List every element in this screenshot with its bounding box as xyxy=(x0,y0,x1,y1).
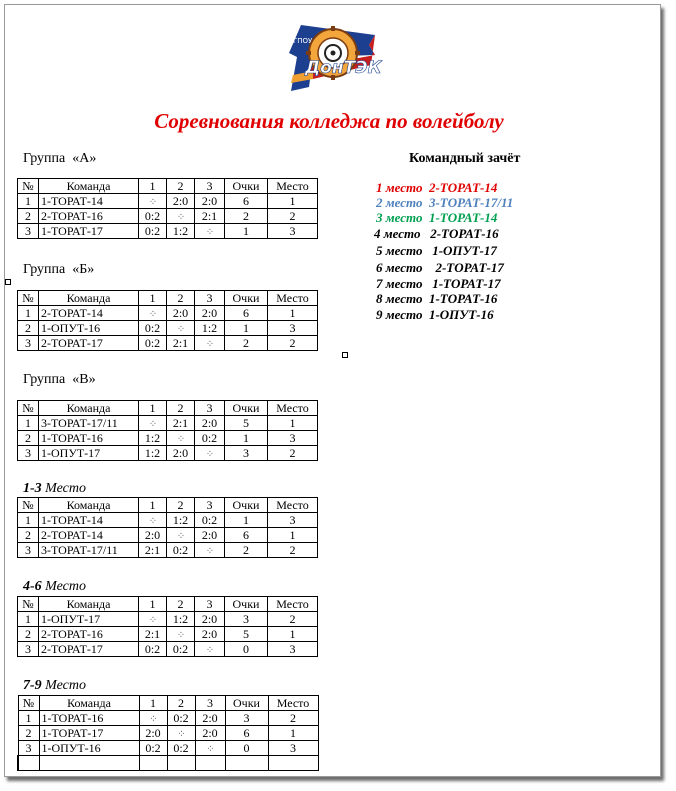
header-cell: 2 xyxy=(167,498,195,513)
logo-arc-text: ГПОУ xyxy=(293,37,313,45)
diagonal-blank-icon: ⁘ xyxy=(148,308,157,320)
playoff-table xyxy=(17,695,319,771)
self-match-cell xyxy=(195,224,225,239)
table-cell: 1 xyxy=(268,416,318,431)
table-row xyxy=(18,627,318,642)
team-cell xyxy=(39,756,139,771)
table-cell xyxy=(139,756,167,771)
standings-item: 1 место 2-ТОРАТ-14 xyxy=(376,180,498,195)
table-cell: 1:2 xyxy=(139,431,167,446)
team-cell: 2-ТОРАТ-14 xyxy=(39,306,139,321)
team-cell: 2-ТОРАТ-16 xyxy=(39,209,139,224)
self-match-cell xyxy=(139,194,167,209)
diagonal-blank-icon: ⁘ xyxy=(176,323,185,335)
table-cell: 2:0 xyxy=(195,612,225,627)
table-cell: 3 xyxy=(225,711,268,726)
table-cell: 1 xyxy=(18,612,39,627)
table-cell: 1 xyxy=(225,513,268,528)
header-cell: № xyxy=(18,498,39,513)
group-label xyxy=(23,372,96,388)
table-cell: 0:2 xyxy=(139,336,167,351)
table-cell: 1:2 xyxy=(167,513,195,528)
diagonal-blank-icon: ⁘ xyxy=(205,448,214,460)
playoff-label xyxy=(23,579,86,595)
header-cell: Команда xyxy=(39,597,139,612)
header-cell: 2 xyxy=(167,597,195,612)
table-cell: 2:1 xyxy=(139,543,167,558)
table-cell: 2:0 xyxy=(167,194,195,209)
table-cell: 0:2 xyxy=(195,513,225,528)
table-cell: 2:1 xyxy=(139,627,167,642)
table-cell: 2:0 xyxy=(139,528,167,543)
standings-item: 2 место 3-ТОРАТ-17/11 xyxy=(376,195,514,210)
table-cell: 3 xyxy=(18,446,39,461)
table-cell: 1 xyxy=(18,416,39,431)
table-cell: 2 xyxy=(18,627,39,642)
table-row xyxy=(18,756,318,771)
playoff-range: 4-6 xyxy=(23,579,42,594)
team-cell: 1-ТОРАТ-16 xyxy=(39,711,139,726)
table-row xyxy=(18,306,318,321)
table-cell: 2 xyxy=(268,612,318,627)
self-match-cell xyxy=(139,513,167,528)
table-row xyxy=(18,321,318,336)
header-cell: 2 xyxy=(167,179,195,194)
standings-item: 7 место 1-ТОРАТ-17 xyxy=(376,276,501,291)
table-cell: 2 xyxy=(18,528,39,543)
header-cell: № xyxy=(18,291,39,306)
group-name: «В» xyxy=(72,372,96,387)
table-cell: 2 xyxy=(268,446,318,461)
table-cell: 2:0 xyxy=(195,194,225,209)
table-row xyxy=(18,336,318,351)
table-cell: 6 xyxy=(225,194,268,209)
diagonal-blank-icon: ⁘ xyxy=(176,629,185,641)
table-row xyxy=(18,543,318,558)
header-cell: № xyxy=(18,597,39,612)
table-cell: 3 xyxy=(268,321,318,336)
table-row xyxy=(18,446,318,461)
self-match-cell xyxy=(139,711,167,726)
header-cell: 3 xyxy=(195,401,225,416)
group-label xyxy=(23,151,96,167)
group-name: «Б» xyxy=(72,262,95,277)
table-row xyxy=(18,711,318,726)
table-cell: 1 xyxy=(18,513,39,528)
header-cell: 1 xyxy=(139,401,167,416)
team-cell: 1-ТОРАТ-14 xyxy=(39,194,139,209)
header-cell: Место xyxy=(268,401,318,416)
header-cell: Место xyxy=(268,498,318,513)
header-cell: № xyxy=(18,401,39,416)
table-row xyxy=(18,528,318,543)
header-cell: 2 xyxy=(167,291,195,306)
college-logo-icon xyxy=(283,17,383,93)
table-cell: 1 xyxy=(268,726,318,741)
header-cell: 3 xyxy=(195,498,225,513)
table-row xyxy=(18,194,318,209)
table-cell: 2 xyxy=(18,431,39,446)
table-cell xyxy=(195,756,225,771)
header-cell: 3 xyxy=(195,696,225,711)
playoff-word: Место xyxy=(45,678,86,693)
table-cell: 2:0 xyxy=(167,446,195,461)
header-cell: Место xyxy=(268,179,318,194)
header-cell: Очки xyxy=(225,597,268,612)
table-cell xyxy=(225,756,268,771)
team-cell: 2-ТОРАТ-16 xyxy=(39,627,139,642)
diagonal-blank-icon: ⁘ xyxy=(148,418,157,430)
group-name: «А» xyxy=(72,151,97,166)
table-cell: 3 xyxy=(268,642,318,657)
table-header-row xyxy=(18,696,318,711)
diagonal-blank-icon: ⁘ xyxy=(148,614,157,626)
team-cell: 3-ТОРАТ-17/11 xyxy=(39,416,139,431)
header-cell: Команда xyxy=(39,291,139,306)
table-cell: 1:2 xyxy=(167,224,195,239)
table-cell: 2 xyxy=(268,209,318,224)
playoff-label xyxy=(23,678,86,694)
table-cell: 0:2 xyxy=(139,321,167,336)
table-cell: 1 xyxy=(268,194,318,209)
diagonal-blank-icon: ⁘ xyxy=(206,743,214,755)
table-row xyxy=(18,741,318,756)
table-row xyxy=(18,431,318,446)
self-match-cell xyxy=(195,642,225,657)
table-cell: 6 xyxy=(225,306,268,321)
self-match-cell xyxy=(139,416,167,431)
header-cell: Место xyxy=(268,597,318,612)
table-cell: 1 xyxy=(18,194,39,209)
group-table xyxy=(17,290,318,351)
team-cell: 1-ТОРАТ-17 xyxy=(39,224,139,239)
table-cell: 3 xyxy=(268,741,318,756)
header-cell: Очки xyxy=(225,696,268,711)
table-cell: 2 xyxy=(18,726,39,741)
table-cell: 3 xyxy=(18,543,39,558)
table-cell: 3 xyxy=(225,446,268,461)
table-cell: 3 xyxy=(18,224,39,239)
table-cell: 0:2 xyxy=(139,224,167,239)
table-cell: 2 xyxy=(18,321,39,336)
diagonal-blank-icon: ⁘ xyxy=(148,515,157,527)
diagonal-blank-icon: ⁘ xyxy=(149,713,157,725)
table-cell: 2 xyxy=(225,336,268,351)
header-cell: Очки xyxy=(225,179,268,194)
table-cell: 1 xyxy=(268,627,318,642)
team-cell: 1-ОПУТ-17 xyxy=(39,446,139,461)
header-cell: Место xyxy=(268,291,318,306)
table-cell: 2 xyxy=(225,209,268,224)
standings-title: Командный зачёт xyxy=(409,151,521,166)
document-page xyxy=(4,4,661,777)
group-table xyxy=(17,178,318,239)
header-cell: Команда xyxy=(39,401,139,416)
diagonal-blank-icon: ⁘ xyxy=(205,545,214,557)
playoff-range: 1-3 xyxy=(23,481,42,496)
table-cell: 2:0 xyxy=(195,711,225,726)
self-match-cell xyxy=(167,321,195,336)
table-cell: 2:1 xyxy=(195,209,225,224)
self-match-cell xyxy=(195,543,225,558)
self-match-cell xyxy=(167,627,195,642)
table-cell: 0:2 xyxy=(139,209,167,224)
table-cell: 1 xyxy=(225,321,268,336)
group-prefix: Группа xyxy=(23,262,66,277)
table-cell: 0 xyxy=(225,741,268,756)
table-cell: 0 xyxy=(225,642,268,657)
team-cell: 1-ТОРАТ-16 xyxy=(39,431,139,446)
table-cell: 3 xyxy=(18,741,39,756)
standings-item: 3 место 1-ТОРАТ-14 xyxy=(376,210,498,225)
team-cell: 1-ТОРАТ-14 xyxy=(39,513,139,528)
header-cell: Очки xyxy=(225,401,268,416)
playoff-word: Место xyxy=(45,481,86,496)
header-cell: Место xyxy=(268,696,318,711)
table-row xyxy=(18,642,318,657)
table-cell: 0:2 xyxy=(139,741,167,756)
header-cell: 1 xyxy=(139,179,167,194)
table-cell: 2:0 xyxy=(195,726,225,741)
table-cell: 0:2 xyxy=(195,431,225,446)
team-cell: 3-ТОРАТ-17/11 xyxy=(39,543,139,558)
table-cell xyxy=(268,756,318,771)
self-match-cell xyxy=(195,336,225,351)
standings-item: 5 место 1-ОПУТ-17 xyxy=(376,243,497,258)
logo-name-text: ДонТЭК xyxy=(305,58,382,78)
table-cell: 1 xyxy=(268,528,318,543)
table-cell: 2:0 xyxy=(195,306,225,321)
playoff-word: Место xyxy=(45,579,86,594)
team-cell: 1-ТОРАТ-17 xyxy=(39,726,139,741)
table-cell: 2 xyxy=(225,543,268,558)
header-cell: 2 xyxy=(167,696,195,711)
diagonal-blank-icon: ⁘ xyxy=(176,530,185,542)
self-match-cell xyxy=(167,209,195,224)
self-match-cell xyxy=(167,726,195,741)
table-cell xyxy=(18,756,39,771)
table-cell: 0:2 xyxy=(167,543,195,558)
table-cell: 2:0 xyxy=(195,416,225,431)
diagonal-blank-icon: ⁘ xyxy=(205,226,214,238)
table-cell: 2 xyxy=(18,209,39,224)
table-cell: 2 xyxy=(268,336,318,351)
header-cell: 1 xyxy=(139,498,167,513)
table-cell: 2:0 xyxy=(195,528,225,543)
table-cell: 2 xyxy=(268,711,318,726)
self-match-cell xyxy=(139,306,167,321)
table-header-row xyxy=(18,291,318,306)
table-cell xyxy=(167,756,195,771)
team-cell: 1-ОПУТ-17 xyxy=(39,612,139,627)
self-match-cell xyxy=(139,612,167,627)
table-cell: 2:1 xyxy=(167,416,195,431)
team-cell: 2-ТОРАТ-17 xyxy=(39,336,139,351)
header-cell: № xyxy=(18,696,39,711)
group-table xyxy=(17,400,318,461)
table-cell: 6 xyxy=(225,528,268,543)
table-row xyxy=(18,209,318,224)
table-cell: 5 xyxy=(225,416,268,431)
self-match-cell xyxy=(195,741,225,756)
table-cell: 1 xyxy=(225,431,268,446)
standings-item: 4 место 2-ТОРАТ-16 xyxy=(374,226,499,241)
table-cell: 1 xyxy=(225,224,268,239)
table-cell: 2 xyxy=(268,543,318,558)
table-cell: 2:0 xyxy=(139,726,167,741)
table-cell: 0:2 xyxy=(167,642,195,657)
team-cell: 2-ТОРАТ-14 xyxy=(39,528,139,543)
page-title: Соревнования колледжа по волейболу xyxy=(154,109,504,133)
table-cell: 1 xyxy=(18,711,39,726)
table-cell: 2:1 xyxy=(167,336,195,351)
table-header-row xyxy=(18,498,318,513)
header-cell: 1 xyxy=(139,696,167,711)
self-match-cell xyxy=(167,431,195,446)
header-cell: 3 xyxy=(195,179,225,194)
table-cell: 3 xyxy=(268,431,318,446)
table-cell: 6 xyxy=(225,726,268,741)
table-row xyxy=(18,416,318,431)
team-cell: 1-ОПУТ-16 xyxy=(39,321,139,336)
standings-item: 8 место 1-ТОРАТ-16 xyxy=(376,291,498,306)
header-cell: Команда xyxy=(39,696,139,711)
group-prefix: Группа xyxy=(23,151,66,166)
table-cell: 3 xyxy=(18,336,39,351)
group-prefix: Группа xyxy=(23,372,66,387)
header-cell: Очки xyxy=(225,498,268,513)
table-cell: 1 xyxy=(18,306,39,321)
table-cell: 1 xyxy=(268,306,318,321)
header-cell: 3 xyxy=(195,291,225,306)
table-row xyxy=(18,513,318,528)
diagonal-blank-icon: ⁘ xyxy=(205,338,214,350)
self-match-cell xyxy=(167,528,195,543)
table-cell: 0:2 xyxy=(167,741,195,756)
diagonal-blank-icon: ⁘ xyxy=(176,211,185,223)
self-match-cell xyxy=(195,446,225,461)
table-cell: 2:0 xyxy=(195,627,225,642)
team-cell: 1-ОПУТ-16 xyxy=(39,741,139,756)
standings-item: 9 место 1-ОПУТ-16 xyxy=(376,307,494,322)
header-cell: 1 xyxy=(139,291,167,306)
table-cell: 3 xyxy=(268,513,318,528)
playoff-label xyxy=(23,481,86,497)
table-header-row xyxy=(18,597,318,612)
header-cell: 2 xyxy=(167,401,195,416)
table-cell: 1:2 xyxy=(167,612,195,627)
diagonal-blank-icon: ⁘ xyxy=(205,644,214,656)
table-cell: 5 xyxy=(225,627,268,642)
table-cell: 1:2 xyxy=(139,446,167,461)
table-header-row xyxy=(18,179,318,194)
table-cell: 3 xyxy=(225,612,268,627)
table-anchor-marker xyxy=(5,279,11,285)
table-cell: 3 xyxy=(268,224,318,239)
diagonal-blank-icon: ⁘ xyxy=(177,728,185,740)
team-cell: 2-ТОРАТ-17 xyxy=(39,642,139,657)
diagonal-blank-icon: ⁘ xyxy=(176,433,185,445)
standings-item: 6 место 2-ТОРАТ-17 xyxy=(376,260,504,275)
table-cell: 0:2 xyxy=(167,711,195,726)
playoff-table xyxy=(17,596,318,657)
table-row xyxy=(18,612,318,627)
table-cell: 0:2 xyxy=(139,642,167,657)
table-cell: 3 xyxy=(18,642,39,657)
table-row xyxy=(18,726,318,741)
table-cell: 2:0 xyxy=(167,306,195,321)
playoff-range: 7-9 xyxy=(23,678,42,693)
header-cell: № xyxy=(18,179,39,194)
group-label xyxy=(23,262,94,278)
table-resize-handle[interactable] xyxy=(342,352,348,358)
header-cell: Очки xyxy=(225,291,268,306)
header-cell: Команда xyxy=(39,498,139,513)
table-row xyxy=(18,224,318,239)
header-cell: 3 xyxy=(195,597,225,612)
table-header-row xyxy=(18,401,318,416)
header-cell: 1 xyxy=(139,597,167,612)
playoff-table xyxy=(17,497,318,558)
header-cell: Команда xyxy=(39,179,139,194)
table-cell: 1:2 xyxy=(195,321,225,336)
diagonal-blank-icon: ⁘ xyxy=(148,196,157,208)
